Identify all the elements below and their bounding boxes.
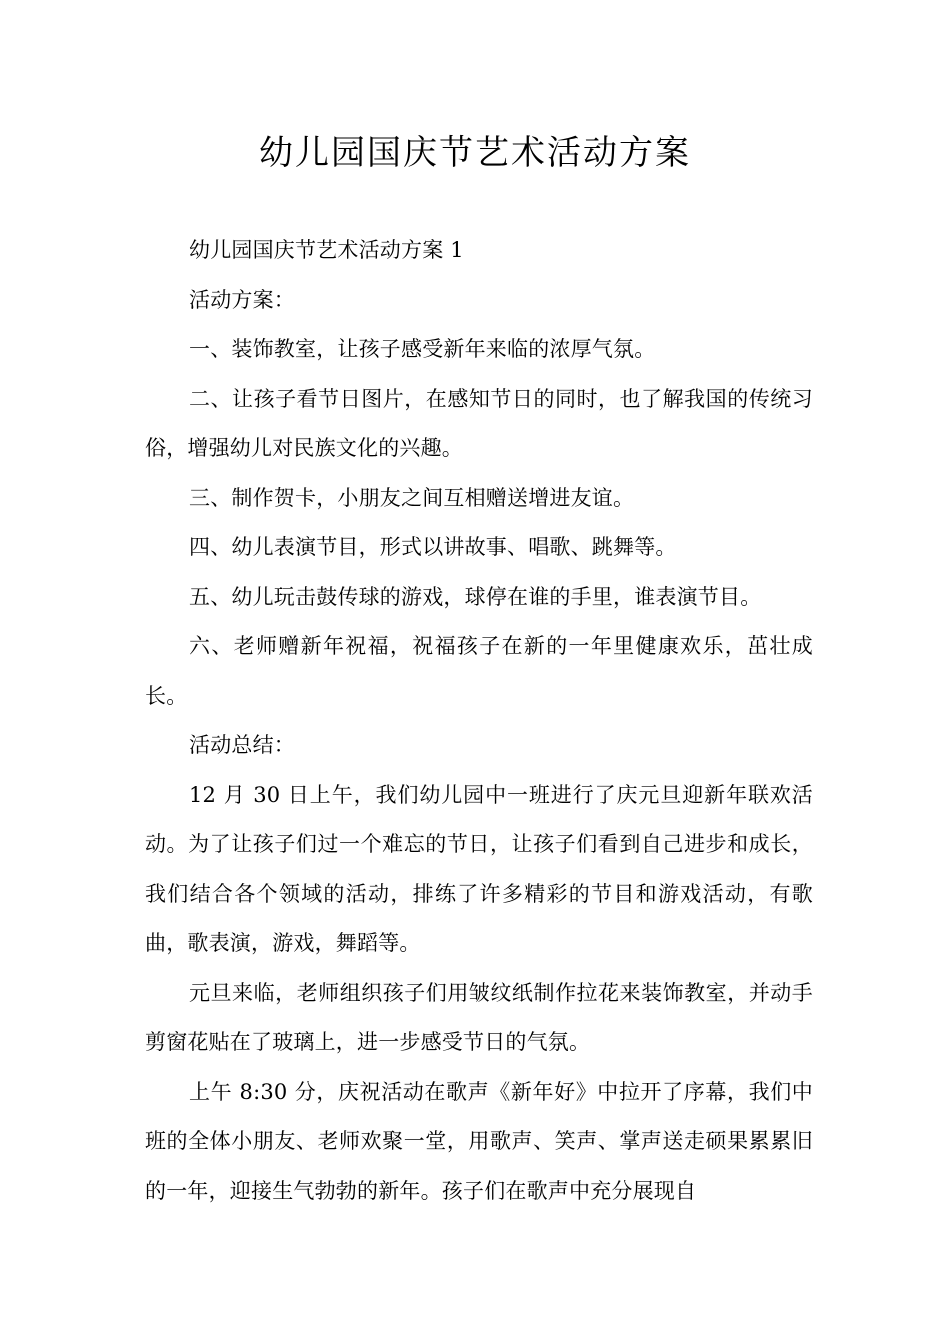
paragraph-item-4: 四、幼儿表演节目，形式以讲故事、唱歌、跳舞等。 [189, 535, 677, 559]
document-title: 幼儿园国庆节艺术活动方案 [259, 133, 691, 173]
paragraph-item-2: 二、让孩子看节日图片，在感知节日的同时，也了解我国的传统习俗，增强幼儿对民族文化的兴趣。 [145, 386, 813, 460]
paragraph-item-6: 六、老师赠新年祝福，祝福孩子在新的一年里健康欢乐，茁壮成长。 [145, 634, 813, 708]
paragraph-item-1: 一、装饰教室，让孩子感受新年来临的浓厚气氛。 [189, 337, 656, 361]
paragraph-summary-1: 12 月 30 日上午，我们幼儿园中一班进行了庆元旦迎新年联欢活动。为了让孩子们过一个难忘的节日，让孩子们看到自己进步和成长，我们结合各个领域的活动，排练了许多精彩的节目和游戏活动，有歌曲，歌表演，游戏，舞蹈等。 [145, 782, 813, 955]
paragraph-item-3: 三、制作贺卡，小朋友之间互相赠送增进友谊。 [189, 485, 635, 510]
paragraph-summary-3: 上午 8:30 分，庆祝活动在歌声《新年好》中拉开了序幕，我们中班的全体小朋友、老师欢聚一堂，用歌声、笑声、掌声送走硕果累累旧的一年，迎接生气勃勃的新年。孩子们在歌声中充分展现自 [145, 1079, 813, 1203]
paragraph-heading: 幼儿园国庆节艺术活动方案 1 [189, 238, 464, 262]
document-body [145, 226, 813, 1216]
paragraph-item-5: 五、幼儿玩击鼓传球的游戏，球停在谁的手里，谁表演节目。 [189, 584, 762, 609]
paragraph-plan-label: 活动方案： [189, 287, 295, 312]
paragraph-summary-2: 元旦来临，老师组织孩子们用皱纹纸制作拉花来装饰教室，并动手剪窗花贴在了玻璃上，进一步感受节日的气氛。 [145, 980, 813, 1054]
paragraph-summary-label: 活动总结： [189, 733, 295, 757]
